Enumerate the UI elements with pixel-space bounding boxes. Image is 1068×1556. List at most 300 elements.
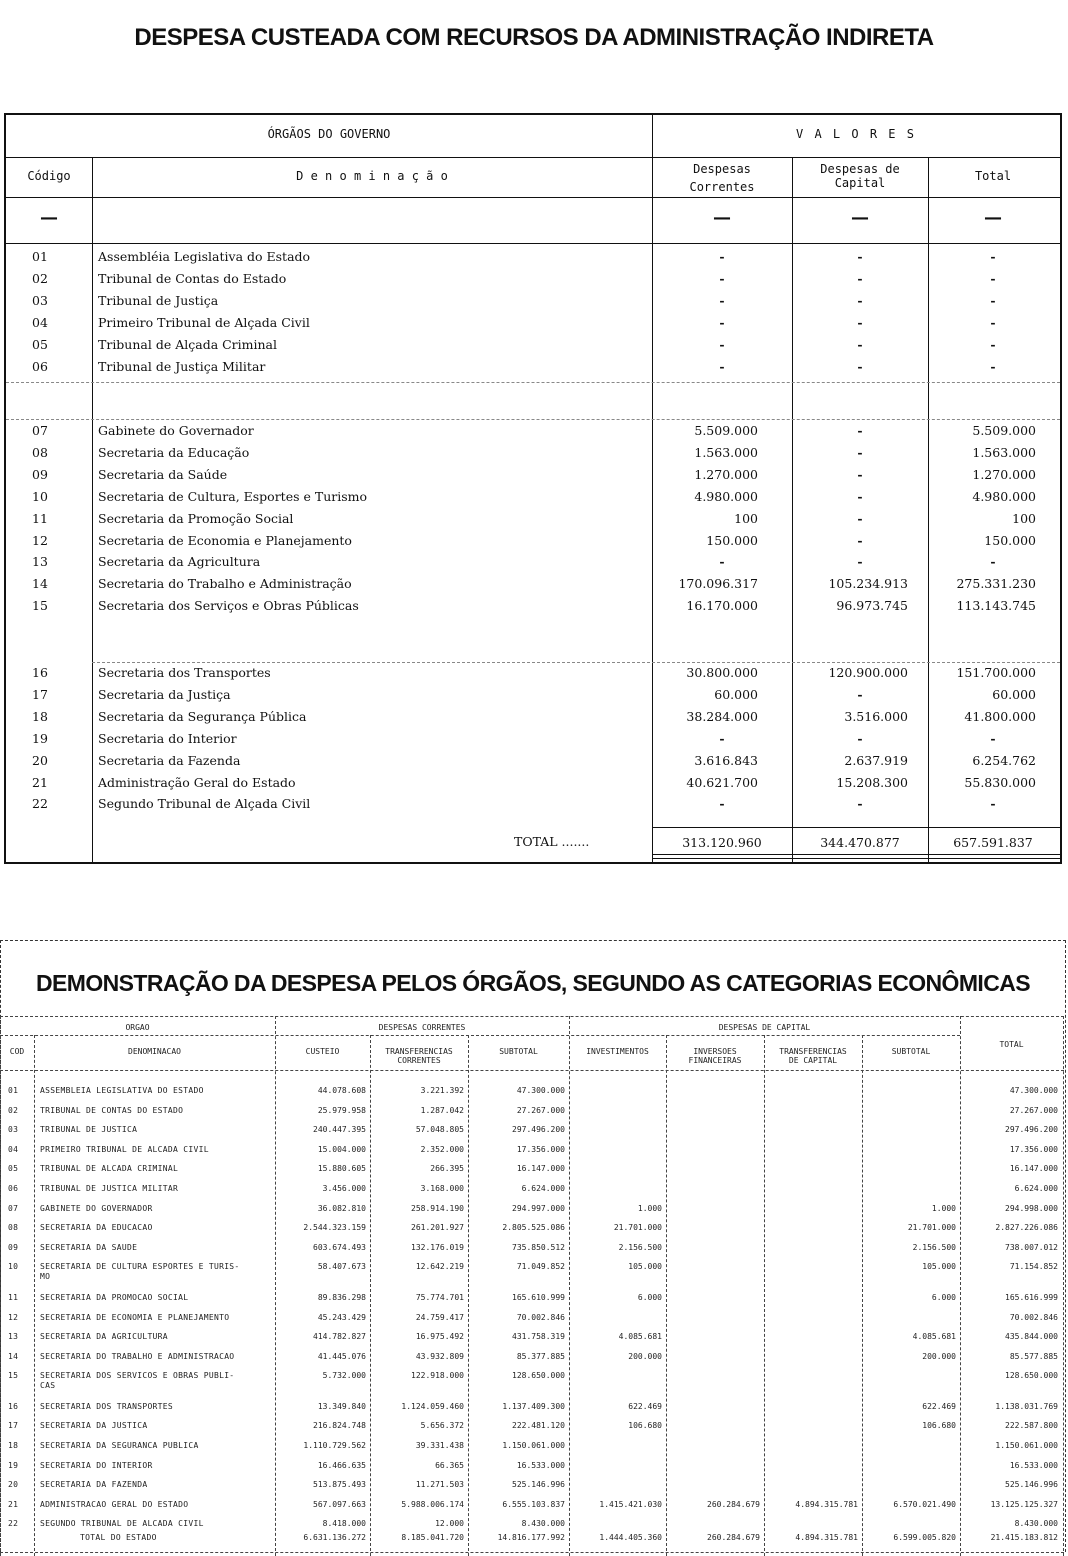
row-code: 03 [32,292,48,308]
row-capital-expense: - [857,554,863,570]
row-subtotal-correntes: 6.555.103.837 [502,1499,565,1509]
row-code: 13 [32,554,48,570]
row-current-expense: 4.980.000 [694,488,758,504]
row-capital-expense: - [857,796,863,812]
row-subtotal-correntes: 525.146.996 [512,1480,565,1490]
row-name: Secretaria da Educação [98,444,250,460]
row-capital-expense: - [857,314,863,330]
row-custeio: 16.466.635 [317,1460,366,1470]
row-transf-correntes: 1.287.042 [420,1105,464,1115]
header-subtotal-correntes: SUBTOTAL [499,1047,538,1056]
header-despesas-correntes-1: Despesas [693,162,751,176]
row-custeio: 216.824.748 [313,1421,366,1431]
row-total: - [990,292,996,308]
row-investimentos: 6.000 [637,1292,662,1302]
row-current-expense: - [719,314,725,330]
row-name: Assembléia Legislativa do Estado [98,249,311,264]
row-code: 04 [32,314,48,330]
row-total: 113.143.745 [956,598,1036,614]
row-current-expense: 170.096.317 [678,576,758,592]
row-name: Secretaria da Fazenda [98,752,241,768]
total-transf-capital: 4.894.315.781 [795,1533,858,1542]
row-name: SECRETARIA DA PROMOCAO SOCIAL [40,1292,189,1302]
row-current-expense: - [719,554,725,570]
row-subtotal-capital: 6.000 [931,1292,956,1302]
row-total: - [990,796,996,812]
header-inversoes-2: FINANCEIRAS [688,1056,742,1065]
row-total: 47.300.000 [1009,1086,1058,1095]
row-investimentos: 1.000 [637,1203,662,1213]
row-code: 03 [8,1125,19,1135]
row-subtotal-correntes: 735.850.512 [512,1242,565,1252]
total-row [0,1533,1060,1553]
row-code: 20 [8,1480,19,1490]
total-total: 657.591.837 [953,835,1033,850]
row-total: 85.577.885 [1009,1351,1058,1361]
row-code: 15 [8,1371,19,1381]
divider [0,1016,1064,1017]
row-custeio: 45.243.429 [317,1312,366,1322]
row-transf-correntes: 5.988.006.174 [401,1499,464,1509]
header-total: TOTAL [999,1040,1024,1049]
row-name: Tribunal de Justiça [98,292,219,308]
row-subtotal-correntes: 165.610.999 [512,1292,565,1302]
row-transf-correntes: 11.271.503 [415,1480,464,1490]
row-current-expense: 38.284.000 [686,708,758,724]
table-row [6,249,1060,271]
row-capital-expense: - [857,358,863,374]
row-name: Tribunal de Contas do Estado [98,270,287,286]
row-total: 1.270.000 [972,466,1036,482]
row-code: 06 [8,1184,19,1193]
table-row [0,1421,1060,1441]
table-row [0,1106,1060,1126]
row-name: SECRETARIA DA JUSTICA [40,1421,148,1431]
row-code: 21 [32,774,48,790]
row-total: 525.146.996 [1005,1480,1058,1490]
row-name: Secretaria da Saúde [98,466,228,482]
row-subtotal-correntes: 1.137.409.300 [502,1401,565,1411]
row-current-expense: 30.800.000 [686,665,758,680]
row-subtotal-correntes: 1.150.061.000 [502,1441,565,1450]
row-current-expense: 1.270.000 [694,466,758,482]
row-total: 435.844.000 [1005,1332,1058,1342]
row-name: TRIBUNAL DE ALCADA CRIMINAL [40,1164,179,1174]
header-investimentos: INVESTIMENTOS [586,1047,649,1056]
divider [92,662,1060,663]
table2-title: DEMONSTRAÇÃO DA DESPESA PELOS ÓRGÃOS, SEGUNDO AS CATEGORIAS ECONÔMICAS [36,970,1030,996]
row-custeio: 414.782.827 [313,1332,366,1342]
row-transf-correntes: 5.656.372 [420,1421,464,1431]
row-code: 17 [8,1421,19,1431]
row-subtotal-correntes: 71.049.852 [516,1262,565,1272]
row-current-expense: - [719,358,725,374]
dash-marker: — [984,207,1002,228]
row-capital-expense: - [857,249,863,264]
row-total: - [990,270,996,286]
header-total: Total [974,169,1012,183]
table-row [0,1441,1060,1461]
row-custeio: 1.110.729.562 [303,1441,366,1450]
row-code: 07 [8,1203,19,1213]
row-total: 165.616.999 [1005,1292,1058,1302]
row-code: 11 [32,510,48,526]
row-total: - [990,314,996,330]
table-row [6,598,1060,620]
table-row [6,533,1060,555]
row-capital-expense: - [857,466,863,482]
row-code: 18 [8,1441,19,1450]
row-investimentos: 106.680 [628,1421,662,1431]
row-total: 16.147.000 [1009,1164,1058,1174]
table-row [6,687,1060,709]
row-code: 09 [8,1242,19,1252]
row-subtotal-correntes: 128.650.000 [512,1371,565,1381]
row-code: 04 [8,1144,19,1154]
header-cod: COD [9,1047,25,1056]
row-code: 13 [8,1332,19,1342]
row-current-expense: 1.563.000 [694,444,758,460]
row-current-expense: 3.616.843 [694,752,758,768]
row-name: SECRETARIA DA AGRICULTURA [40,1332,168,1342]
row-total: - [990,554,996,570]
row-current-expense: 100 [734,510,758,526]
row-total: 6.254.762 [972,752,1036,768]
row-custeio: 58.407.673 [317,1262,366,1272]
row-code: 18 [32,708,48,724]
row-code: 19 [8,1460,19,1470]
table-row [6,467,1060,489]
row-subtotal-capital: 105.000 [922,1262,956,1272]
row-code: 10 [8,1262,19,1272]
table-row [6,731,1060,753]
total-subtotal-correntes: 14.816.177.992 [497,1533,565,1542]
row-subtotal-correntes: 16.533.000 [516,1460,565,1470]
row-code: 09 [32,466,48,482]
row-transf-capital: 4.894.315.781 [795,1499,858,1509]
row-code: 02 [8,1105,19,1115]
row-transf-correntes: 258.914.190 [411,1203,464,1213]
row-transf-correntes: 39.331.438 [415,1441,464,1450]
row-total: 71.154.852 [1009,1262,1058,1272]
row-investimentos: 200.000 [628,1351,662,1361]
total-label: TOTAL DO ESTADO [80,1533,157,1542]
row-code: 05 [8,1164,19,1174]
divider [6,243,1060,244]
row-capital-expense: 120.900.000 [828,665,908,680]
row-subtotal-correntes: 47.300.000 [516,1086,565,1095]
row-transf-correntes: 266.395 [430,1164,464,1174]
row-name: Secretaria do Trabalho e Administração [98,576,352,592]
table-row [6,665,1060,687]
header-inversoes-1: INVERSOES [693,1047,737,1056]
divider [1063,1016,1064,1556]
row-subtotal-capital: 200.000 [922,1351,956,1361]
row-total: 738.007.012 [1005,1242,1058,1252]
row-code: 07 [32,423,48,438]
total-investimentos: 1.444.405.360 [599,1533,662,1542]
row-total: 1.150.061.000 [995,1441,1058,1450]
row-total: 16.533.000 [1009,1460,1058,1470]
divider [6,419,1060,420]
row-name: Secretaria da Promoção Social [98,510,294,526]
table-row [6,511,1060,533]
row-total: - [990,730,996,746]
row-name: PRIMEIRO TRIBUNAL DE ALCADA CIVIL [40,1144,209,1154]
row-capital-expense: - [857,292,863,308]
row-subtotal-capital: 1.000 [931,1203,956,1213]
total-inversoes: 260.284.679 [707,1533,760,1542]
header-despesas-capital: DESPESAS DE CAPITAL [718,1023,811,1032]
divider [0,1035,960,1036]
row-custeio: 8.418.000 [322,1519,366,1529]
row-subtotal-capital: 6.570.021.490 [893,1499,956,1509]
expense-table-indirect-admin [4,113,1062,864]
table-row [0,1402,1060,1422]
row-name: Secretaria da Justiça [98,686,231,702]
row-total: 150.000 [984,532,1036,548]
row-code: 16 [8,1401,19,1411]
divider [6,382,1060,383]
row-transf-correntes: 3.168.000 [420,1184,464,1193]
table-row [0,1262,1060,1282]
row-name: SECRETARIA DA EDUCACAO [40,1223,153,1233]
table-row [0,1086,1060,1106]
header-transf-capital-1: TRANSFERENCIAS [779,1047,847,1056]
header-despesas-correntes: DESPESAS CORRENTES [378,1023,466,1032]
row-name: Secretaria da Agricultura [98,554,261,570]
row-capital-expense: 105.234.913 [828,576,908,592]
row-subtotal-correntes: 85.377.885 [516,1351,565,1361]
row-investimentos: 4.085.681 [618,1332,662,1342]
row-code: 20 [32,752,48,768]
row-code: 12 [8,1312,19,1322]
row-capital-expense: - [857,270,863,286]
row-name: SECRETARIA DO INTERIOR [40,1460,153,1470]
row-custeio: 36.082.810 [317,1203,366,1213]
row-custeio: 240.447.395 [313,1125,366,1135]
row-capital-expense: 15.208.300 [836,774,908,790]
row-code: 12 [32,532,48,548]
dash-marker: — [851,207,869,228]
row-code: 01 [32,249,48,264]
row-current-expense: 60.000 [714,686,758,702]
header-orgao: ORGAO [125,1023,150,1032]
row-total: 4.980.000 [972,488,1036,504]
table-row [6,359,1060,381]
table1-title: DESPESA CUSTEADA COM RECURSOS DA ADMINISTRAÇÃO INDIRETA [134,24,934,51]
row-subtotal-correntes: 294.997.000 [512,1203,565,1213]
row-capital-expense: - [857,532,863,548]
row-total: 60.000 [992,686,1036,702]
row-subtotal-correntes: 2.805.525.086 [502,1223,565,1233]
header-orgaos: ÓRGÃOS DO GOVERNO [267,127,391,141]
row-subtotal-capital: 21.701.000 [907,1223,956,1233]
row-total: - [990,249,996,264]
row-total: 1.138.031.769 [995,1401,1058,1411]
dash-marker: — [713,207,731,228]
row-current-expense: - [719,796,725,812]
row-code: 08 [8,1223,19,1233]
row-total: 6.624.000 [1014,1184,1058,1193]
table-row [0,1204,1060,1224]
row-total: 55.830.000 [964,774,1036,790]
row-total: 151.700.000 [956,665,1036,680]
header-custeio: CUSTEIO [305,1047,340,1056]
row-subtotal-correntes: 222.481.120 [512,1421,565,1431]
row-capital-expense: - [857,444,863,460]
table-row [0,1243,1060,1263]
row-total: 1.563.000 [972,444,1036,460]
row-code: 05 [32,336,48,352]
row-custeio: 15.880.605 [317,1164,366,1174]
header-subtotal-capital: SUBTOTAL [891,1047,931,1056]
total-label: TOTAL ....... [514,834,590,849]
row-total: 70.002.846 [1009,1312,1058,1322]
header-transf-correntes-1: TRANSFERENCIAS [385,1047,453,1056]
row-name-continued: MO [40,1272,51,1282]
divider [6,197,1060,198]
row-name: Secretaria de Cultura, Esportes e Turismo [98,488,368,504]
row-custeio: 3.456.000 [322,1184,366,1193]
row-name: SECRETARIA DA SEGURANCA PUBLICA [40,1441,199,1450]
row-name: Secretaria da Segurança Pública [98,708,307,724]
table-row [0,1332,1060,1352]
row-transf-correntes: 3.221.392 [420,1086,464,1095]
row-custeio: 44.078.608 [317,1086,366,1095]
row-current-expense: 16.170.000 [686,598,758,614]
header-denominacao: DENOMINACAO [128,1047,181,1056]
row-name: TRIBUNAL DE JUSTICA [40,1125,138,1135]
row-transf-correntes: 66.365 [435,1460,464,1470]
total-current: 313.120.960 [682,835,762,850]
row-capital-expense: 3.516.000 [844,708,908,724]
row-name: Secretaria do Interior [98,730,237,746]
row-code: 21 [8,1499,19,1509]
row-code: 10 [32,488,48,504]
total-transf-correntes: 8.185.041.720 [401,1533,464,1542]
row-name: GABINETE DO GOVERNADOR [40,1203,153,1213]
row-name: Secretaria de Economia e Planejamento [98,532,352,548]
total-total: 21.415.183.812 [990,1533,1058,1542]
row-subtotal-capital: 4.085.681 [912,1332,956,1342]
row-subtotal-correntes: 17.356.000 [516,1144,565,1154]
row-total: 275.331.230 [956,576,1036,592]
row-inversoes: 260.284.679 [707,1499,760,1509]
row-subtotal-correntes: 431.758.319 [512,1332,565,1342]
total-subtotal-capital: 6.599.005.820 [893,1533,956,1542]
table-row [6,489,1060,511]
row-transf-correntes: 12.000 [435,1519,464,1529]
row-name: ASSEMBLEIA LEGISLATIVA DO ESTADO [40,1086,204,1095]
header-despesas-correntes-2: Correntes [689,180,755,194]
row-capital-expense: - [857,336,863,352]
table-row [0,1223,1060,1243]
row-custeio: 25.979.958 [317,1105,366,1115]
header-transf-correntes-2: CORRENTES [397,1056,441,1065]
table-row [6,271,1060,293]
row-capital-expense: 96.973.745 [836,598,908,614]
row-subtotal-correntes: 6.624.000 [521,1184,565,1193]
row-code: 02 [32,270,48,286]
row-transf-correntes: 261.201.927 [411,1223,464,1233]
row-current-expense: 40.621.700 [686,774,758,790]
row-name: SECRETARIA DA SAUDE [40,1242,138,1252]
row-name: SECRETARIA DE CULTURA ESPORTES E TURIS- [40,1262,240,1272]
row-total: 17.356.000 [1009,1144,1058,1154]
row-custeio: 2.544.323.159 [303,1223,366,1233]
row-subtotal-capital: 622.469 [922,1401,956,1411]
row-code: 06 [32,358,48,374]
row-name: SEGUNDO TRIBUNAL DE ALCADA CIVIL [40,1519,204,1529]
row-name: Secretaria dos Serviços e Obras Públicas [98,598,359,614]
row-total: 8.430.000 [1014,1519,1058,1529]
row-total: 5.509.000 [972,423,1036,438]
row-code: 14 [32,576,48,592]
row-name: SECRETARIA DOS TRANSPORTES [40,1401,174,1411]
table-row [0,1164,1060,1184]
row-transf-correntes: 1.124.059.460 [401,1401,464,1411]
table-row [6,576,1060,598]
row-transf-correntes: 2.352.000 [420,1144,464,1154]
row-total: 222.587.800 [1005,1421,1058,1431]
divider [6,157,1060,158]
row-transf-correntes: 24.759.417 [415,1312,464,1322]
header-codigo: Código [27,169,71,183]
table-row [6,709,1060,731]
row-code: 19 [32,730,48,746]
row-total: 294.998.000 [1005,1203,1058,1213]
table-row [6,315,1060,337]
table-row [0,1313,1060,1333]
row-name: SECRETARIA DO TRABALHO E ADMINISTRACAO [40,1351,235,1361]
row-investimentos: 2.156.500 [618,1242,662,1252]
row-transf-correntes: 16.975.492 [415,1332,464,1342]
total-capital: 344.470.877 [820,835,900,850]
row-name: Segundo Tribunal de Alçada Civil [98,796,311,812]
row-code: 14 [8,1351,19,1361]
row-custeio: 41.445.076 [317,1351,366,1361]
row-investimentos: 622.469 [628,1401,662,1411]
row-custeio: 89.836.298 [317,1292,366,1302]
row-subtotal-correntes: 16.147.000 [516,1164,565,1174]
table-row [6,337,1060,359]
row-subtotal-correntes: 27.267.000 [516,1105,565,1115]
header-transf-capital-2: DE CAPITAL [788,1056,838,1065]
divider [652,827,1060,828]
row-current-expense: - [719,249,725,264]
table-row [0,1293,1060,1313]
header-despesas-capital-2: Capital [834,176,886,190]
header-denominacao: D e n o m i n a ç ã o [296,169,448,183]
row-name: ADMINISTRACAO GERAL DO ESTADO [40,1499,189,1509]
row-code: 15 [32,598,48,614]
row-name-continued: CAS [40,1381,56,1391]
table-row [6,753,1060,775]
row-custeio: 567.097.663 [313,1499,366,1509]
row-code: 01 [8,1086,19,1095]
row-capital-expense: 2.637.919 [844,752,908,768]
double-underline [652,854,1060,859]
table-row [0,1125,1060,1145]
row-transf-correntes: 43.932.809 [415,1351,464,1361]
row-custeio: 603.674.493 [313,1242,366,1252]
row-current-expense: - [719,292,725,308]
row-subtotal-correntes: 8.430.000 [521,1519,565,1529]
row-name: SECRETARIA DOS SERVICOS E OBRAS PUBLI- [40,1371,235,1381]
table-row [0,1371,1060,1391]
row-subtotal-correntes: 297.496.200 [512,1125,565,1135]
